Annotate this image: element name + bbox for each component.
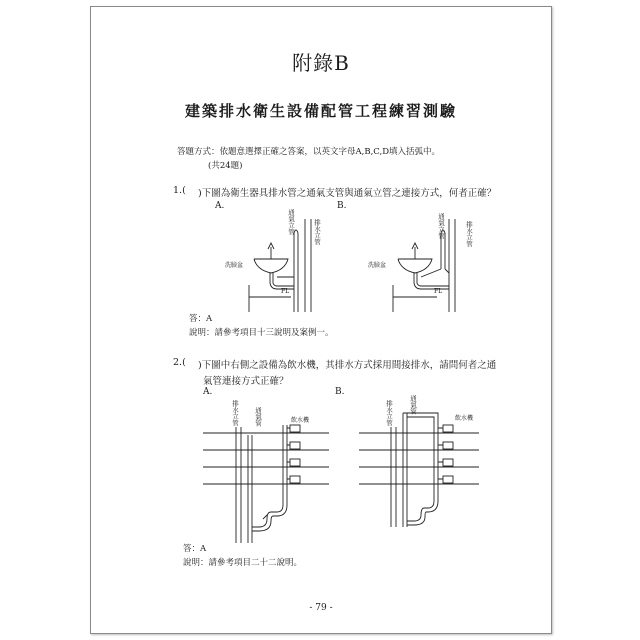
q2-number: 2.(	[173, 357, 186, 368]
appendix-title: 附錄B	[292, 51, 350, 75]
instructions-text: 答題方式：依題意選擇正確之答案，以英文字母A,B,C,D填入括弧中。	[177, 147, 441, 157]
q1b-fl-label: FL	[434, 288, 443, 295]
q2b-vent-label: 通氣管	[409, 395, 417, 415]
q1-option-a: A.	[215, 201, 225, 211]
q1b-drain-label: 排水立管	[465, 221, 473, 247]
q2-text-line2: 氣管連接方式正確？	[203, 376, 289, 387]
q2a-vent-label: 通氣管	[254, 407, 262, 427]
q2-text-line1: )下圖中右側之設備為飲水機，其排水方式採用間接排水，請問何者之通	[198, 360, 497, 371]
q1-option-b: B.	[337, 201, 347, 211]
q2-explanation: 說明：請參考項目二十二說明。	[183, 558, 303, 568]
q2-option-b: B.	[335, 387, 345, 397]
q1a-vent-label: 通氣立管	[287, 209, 295, 235]
question-count: (共24題)	[208, 161, 243, 171]
q1a-sink-label: 洗臉盆	[225, 262, 244, 269]
page-number: - 79 -	[309, 603, 333, 613]
q2b-drain-label: 排水立管	[385, 400, 393, 426]
q1-explanation: 說明：請參考項目十三說明及案例一。	[189, 328, 334, 338]
q2-diagram-b	[91, 7, 551, 633]
q2b-fountain-label: 飲水機	[455, 415, 474, 422]
q2a-fountain-label: 飲水機	[291, 417, 310, 424]
q1b-sink-label: 洗臉盆	[368, 262, 387, 269]
test-title: 建築排水衛生設備配管工程練習測驗	[184, 102, 457, 120]
q1-number: 1.(	[173, 185, 186, 196]
q1b-vent-label: 通氣立管	[437, 213, 445, 239]
q1-text: )下圖為衛生器具排水管之通氣支管與通氣立管之連接方式，何者正確？	[198, 188, 497, 199]
q1a-fl-label: FL	[281, 288, 290, 295]
q2-answer: 答：A	[183, 544, 207, 554]
q2-option-a: A.	[203, 387, 213, 397]
document-page	[90, 6, 552, 634]
q1a-drain-label: 排水立管	[313, 219, 321, 245]
q2a-drain-label: 排水立管	[231, 400, 239, 426]
q1-answer: 答：A	[189, 314, 213, 324]
